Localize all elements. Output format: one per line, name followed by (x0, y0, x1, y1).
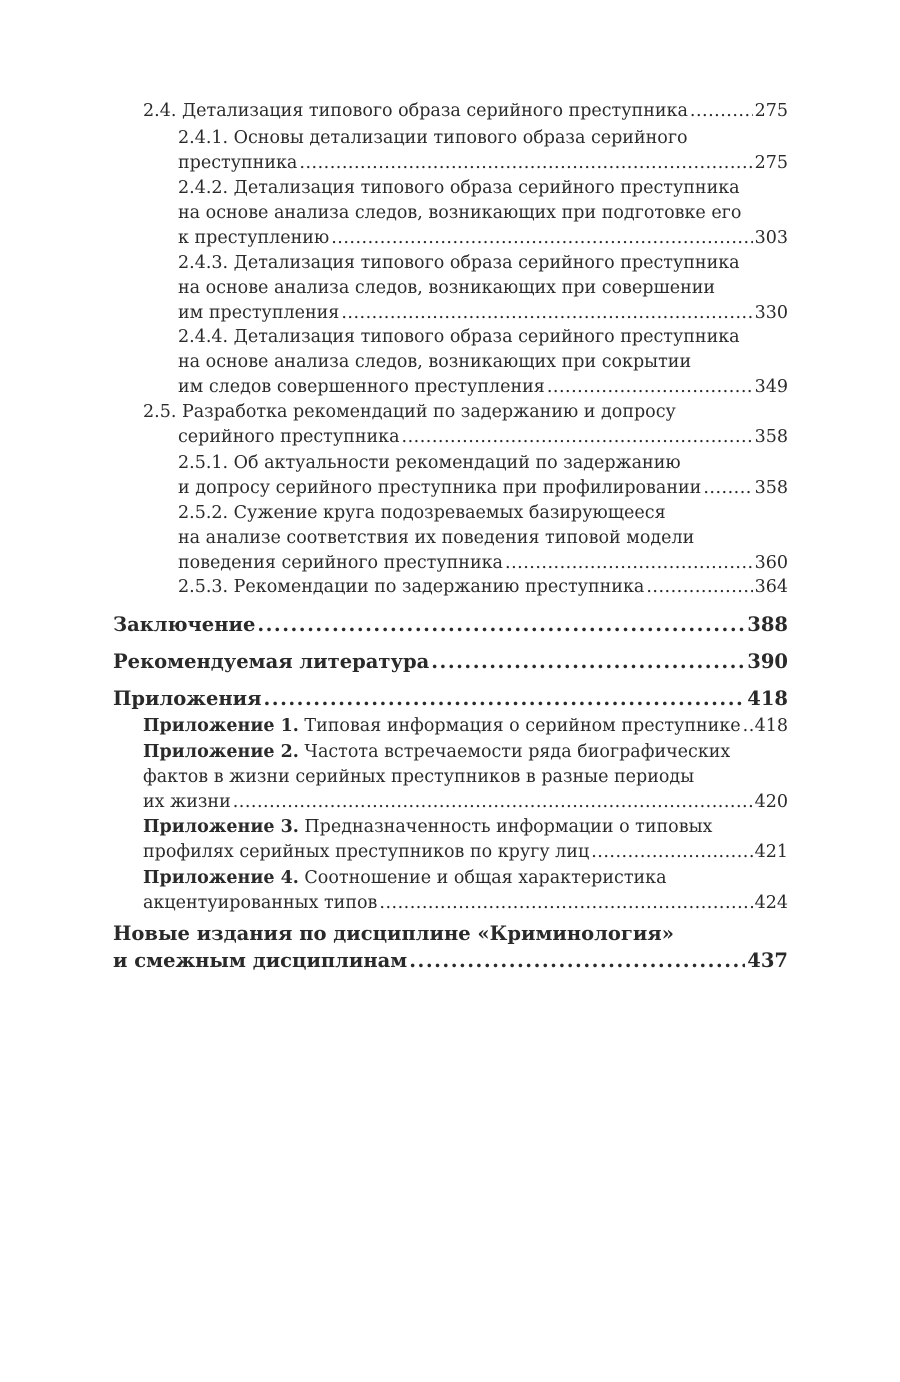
toc-entry-title-cont: поведения серийного преступника (178, 553, 503, 573)
toc-entry-2-4-2[interactable] (178, 176, 788, 251)
dot-leader (341, 301, 752, 326)
toc-entry-appendix-3[interactable] (143, 815, 788, 865)
toc-page-number: 437 (747, 949, 788, 972)
toc-entry-title-cont: на основе анализа следов, возникающих при совершении (178, 278, 716, 298)
toc-entry-2-4-3[interactable] (178, 251, 788, 326)
toc-entry-title: 2.4.3. Детализация типового образа серийного преступника (178, 253, 740, 273)
toc-entry-title: Новые издания по дисциплине «Криминология» (113, 922, 674, 945)
dot-leader (331, 226, 752, 251)
toc-entry-title-cont: на основе анализа следов, возникающих при сокрытии (178, 352, 692, 372)
toc-entry-title: Предназначенность информации о типовых (304, 817, 713, 837)
toc-entry-title-cont: серийного преступника (178, 427, 400, 447)
toc-entry-title: Приложения (113, 687, 262, 710)
toc-entry-title-cont: им следов совершенного преступления (178, 377, 545, 397)
toc-entry-title-cont: акцентуированных типов (143, 893, 378, 913)
toc-page-number: 358 (754, 478, 788, 498)
dot-leader (646, 575, 752, 600)
appendix-label: Приложение 1. (143, 716, 299, 736)
toc-entry-appendix-4[interactable] (143, 866, 788, 916)
toc-page-number: 424 (754, 893, 788, 913)
toc-page-number: 418 (747, 687, 788, 710)
toc-entry-2-5-3[interactable] (178, 575, 788, 600)
toc-entry-title: Рекомендуемая литература (113, 650, 430, 673)
toc-entry-title-cont: и допросу серийного преступника при профилировании (178, 478, 702, 498)
toc-page-number: 388 (747, 613, 788, 636)
toc-entry-title: 2.4.1. Основы детализации типового образа серийного (178, 128, 688, 148)
toc-entry-title-cont: им преступления (178, 303, 340, 323)
toc-page-number: 390 (747, 650, 788, 673)
toc-page-number: 303 (754, 228, 788, 248)
toc-entry-title: 2.5.1. Об актуальности рекомендаций по задержанию (178, 453, 681, 473)
toc-entry-title-cont: на анализе соответствия их поведения типовой модели (178, 528, 695, 548)
toc-entry-title-cont: к преступлению (178, 228, 330, 248)
toc-entry-appendix-1[interactable] (143, 714, 788, 739)
toc-entry-appendix-2[interactable] (143, 740, 788, 815)
toc-page-number: 275 (754, 101, 788, 121)
toc-page-number: 360 (754, 553, 788, 573)
dot-leader (264, 685, 746, 712)
toc-page-number: 349 (754, 377, 788, 397)
appendix-label: Приложение 2. (143, 742, 299, 762)
dot-leader (703, 476, 752, 501)
toc-entry-2-5-1[interactable] (178, 451, 788, 501)
toc-entry-title: Соотношение и общая характеристика (304, 868, 667, 888)
toc-entry-title-cont: фактов в жизни серийных преступников в разные периоды (143, 767, 695, 787)
toc-entry-title: 2.5. Разработка рекомендаций по задержанию и допросу (143, 402, 676, 422)
toc-entry-title: Типовая информация о серийном преступнике (304, 716, 741, 736)
toc-page-number: 418 (754, 716, 788, 736)
dot-leader (257, 611, 745, 638)
toc-page-number: 421 (754, 842, 788, 862)
dot-leader (547, 375, 753, 400)
dot-leader (299, 151, 752, 176)
dot-leader (431, 648, 745, 675)
toc-entry-title: 2.5.2. Сужение круга подозреваемых базирующееся (178, 503, 666, 523)
toc-entry-literature[interactable] (113, 648, 788, 675)
toc-page-number: 330 (754, 303, 788, 323)
toc-entry-conclusion[interactable] (113, 611, 788, 638)
dot-leader (379, 891, 752, 916)
toc-entry-title-cont: профилях серийных преступников по кругу лиц (143, 842, 590, 862)
toc-entry-new-editions[interactable] (113, 920, 788, 974)
dot-leader (409, 947, 745, 974)
toc-entry-title-cont: и смежным дисциплинам (113, 949, 408, 972)
toc-entry-2-4[interactable] (143, 99, 788, 124)
toc-page-number: 420 (754, 792, 788, 812)
toc-page-number: 358 (754, 427, 788, 447)
toc-entry-title-cont: преступника (178, 153, 298, 173)
toc-entry-2-5-2[interactable] (178, 501, 788, 576)
toc-entry-2-5[interactable] (143, 400, 788, 450)
toc-entry-title: 2.4.2. Детализация типового образа серийного преступника (178, 178, 740, 198)
toc-entry-title: 2.4.4. Детализация типового образа серийного преступника (178, 327, 740, 347)
toc-entry-2-4-1[interactable] (178, 126, 788, 176)
toc-page-number: 364 (754, 577, 788, 597)
dot-leader (505, 551, 753, 576)
dot-leader (690, 99, 753, 124)
toc-page-number: 275 (754, 153, 788, 173)
appendix-label: Приложение 4. (143, 868, 299, 888)
toc-entry-title: Частота встречаемости ряда биографических (304, 742, 731, 762)
dot-leader (591, 840, 752, 865)
toc-entry-title-cont: на основе анализа следов, возникающих при подготовке его (178, 203, 742, 223)
toc-entry-title: 2.4. Детализация типового образа серийного преступника (143, 101, 688, 121)
toc-entry-appendices[interactable] (113, 685, 788, 712)
dot-leader (743, 714, 753, 739)
toc-entry-title: 2.5.3. Рекомендации по задержанию преступника (178, 577, 645, 597)
toc-entry-title-cont: их жизни (143, 792, 231, 812)
dot-leader (233, 790, 753, 815)
toc-entry-2-4-4[interactable] (178, 325, 788, 400)
appendix-label: Приложение 3. (143, 817, 299, 837)
toc-entry-title: Заключение (113, 613, 256, 636)
dot-leader (402, 425, 753, 450)
